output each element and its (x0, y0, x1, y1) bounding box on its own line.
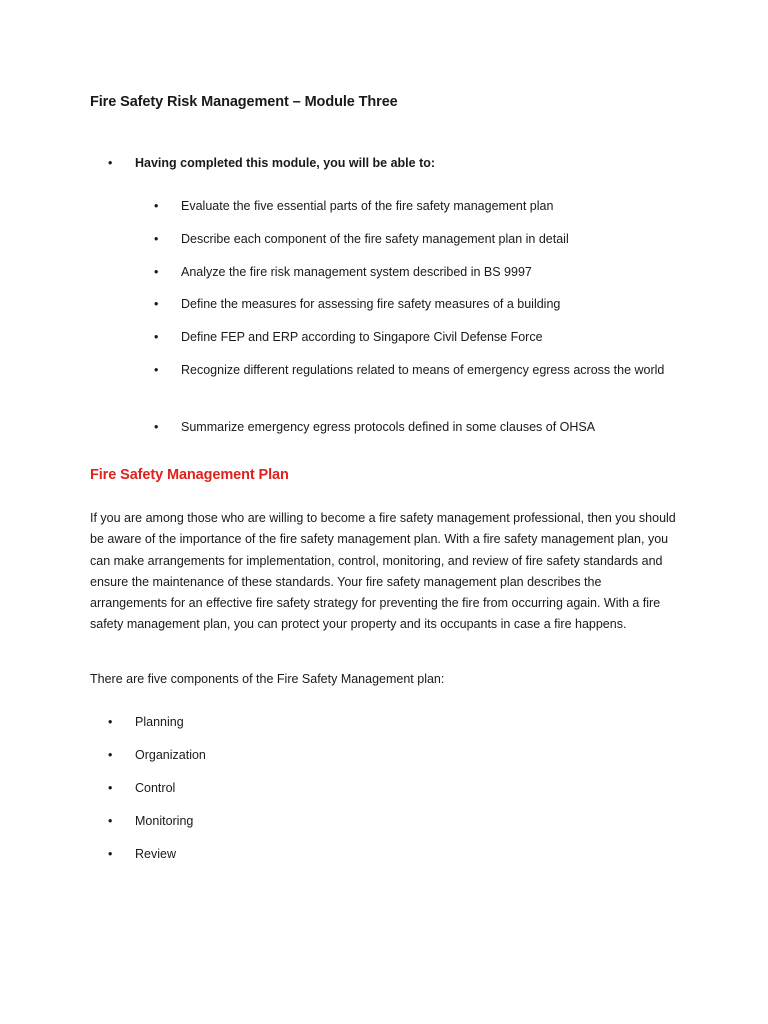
bullet-icon: • (154, 199, 159, 213)
objective-item (154, 227, 674, 251)
bullet-icon: • (108, 748, 113, 762)
objective-text: Recognize different regulations related to means of emergency egress across the world (181, 363, 665, 377)
objective-item (154, 415, 674, 439)
bullet-icon: • (154, 232, 159, 246)
component-text: Control (135, 781, 176, 795)
bullet-icon: • (108, 781, 113, 795)
bullet-icon: • (154, 363, 159, 377)
component-text: Review (135, 847, 176, 861)
component-text: Monitoring (135, 814, 194, 828)
component-item (108, 811, 193, 831)
objective-text: Describe each component of the fire safety management plan in detail (181, 232, 569, 246)
objective-text: Define FEP and ERP according to Singapore Civil Defense Force (181, 330, 543, 344)
component-item (108, 712, 184, 732)
objective-text: Define the measures for assessing fire safety measures of a building (181, 297, 561, 311)
component-text: Planning (135, 715, 184, 729)
bullet-icon: • (154, 297, 159, 311)
components-intro: There are five components of the Fire Safety Management plan: (90, 672, 445, 686)
bullet-icon: • (108, 847, 113, 861)
objective-item (154, 292, 674, 316)
intro-text: Having completed this module, you will be able to: (135, 156, 436, 170)
bullet-icon: • (108, 715, 113, 729)
section-heading: Fire Safety Management Plan (90, 467, 289, 483)
objective-text: Analyze the fire risk management system described in BS 9997 (181, 265, 532, 279)
component-item (108, 778, 175, 798)
body-paragraph: If you are among those who are willing to become a fire safety management professional, then you should be aware of the importance of the fire safety management plan. With a fire safety management plan, you can make arrangements for implementation, control, monitoring, and review of fire safety standards and ensure the maintenance of these standards. Your fire safety management plan describes the arrangements for an effective fire safety strategy for preventing the fire from occurring again. With a fire safety management plan, you can protect your property and its occupants in case a fire happens. (90, 511, 676, 632)
bullet-icon: • (154, 330, 159, 344)
objective-item (154, 194, 674, 218)
objective-text: Summarize emergency egress protocols defined in some clauses of OHSA (181, 420, 596, 434)
component-text: Organization (135, 748, 206, 762)
objective-item (154, 260, 674, 284)
bullet-icon: • (108, 814, 113, 828)
objective-text: Evaluate the five essential parts of the fire safety management plan (181, 199, 554, 213)
bullet-icon: • (108, 156, 113, 170)
document-title: Fire Safety Risk Management – Module Three (90, 94, 398, 110)
objective-item (154, 358, 674, 382)
intro-bullet (108, 156, 435, 170)
bullet-icon: • (154, 265, 159, 279)
objective-item (154, 325, 674, 349)
component-item (108, 844, 176, 864)
component-item (108, 745, 206, 765)
bullet-icon: • (154, 420, 159, 434)
